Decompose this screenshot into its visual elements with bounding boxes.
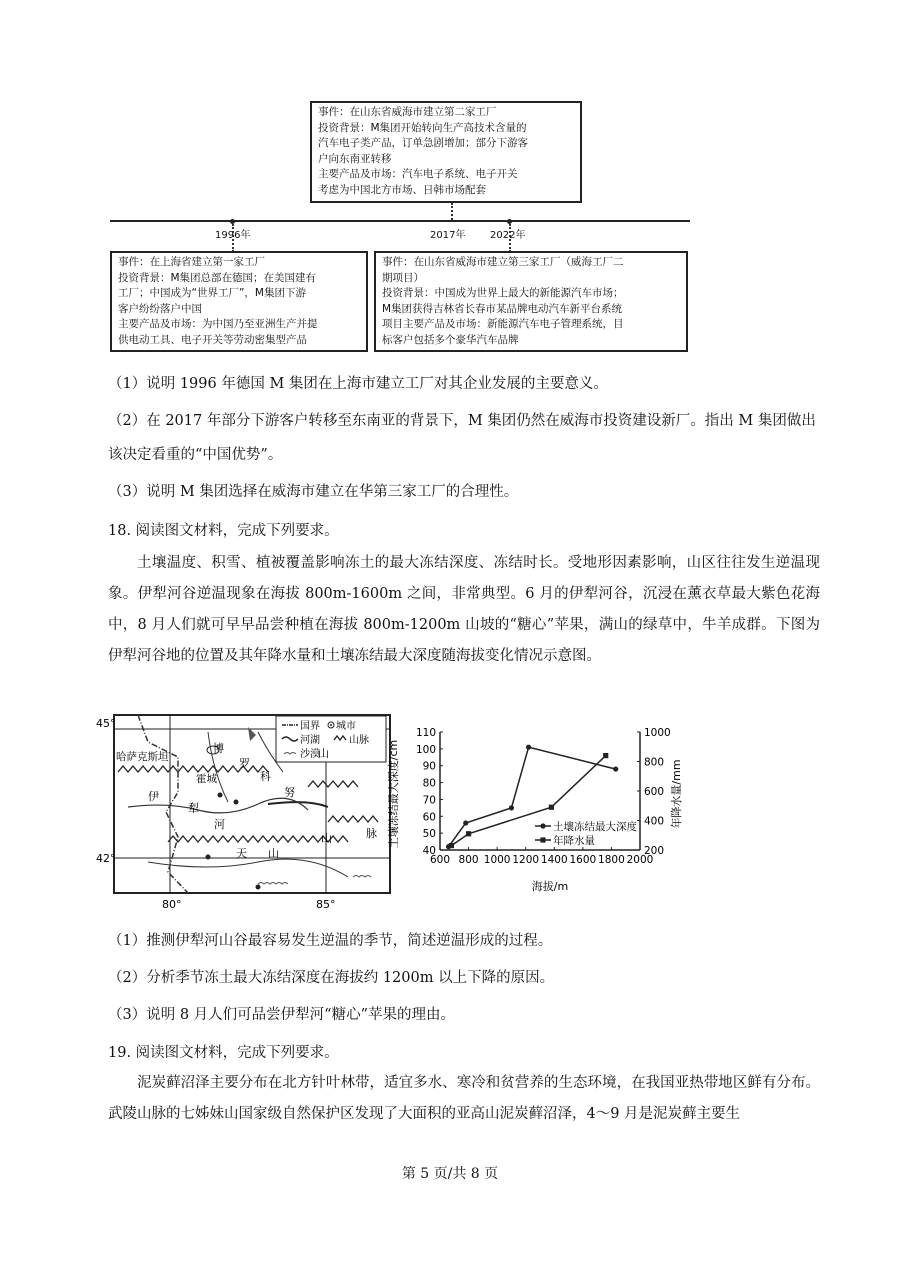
q18-heading: 18. 阅读图文材料，完成下列要求。 [108, 523, 339, 539]
legend-river: 河湖 [300, 735, 320, 746]
data-point-precip [449, 843, 454, 848]
legend-marker [540, 823, 545, 828]
connector-2022 [509, 224, 511, 252]
q18-part3: （3）说明 8 月人们可品尝伊犁河“糖心”苹果的理由。 [108, 1007, 455, 1023]
box-line: 投资背景：M集团总部在德国；在美国建有 [118, 271, 317, 284]
box-line: 客户纷纷落户中国 [118, 302, 202, 315]
q18-part2: （2）分析季节冻土最大冻结深度在海拔约 1200m 以上下降的原因。 [108, 970, 555, 986]
label-yi: 伊 [148, 790, 159, 803]
y-right-tick-label: 1000 [644, 727, 671, 739]
x-tick-label: 1800 [598, 854, 625, 866]
q17-part1: （1）说明 1996 年德国 M 集团在上海市建立工厂对其企业发展的主要意义。 [108, 376, 608, 392]
q17-part2-line2: 该决定看重的“中国优势”。 [108, 447, 283, 463]
timeline-axis [110, 220, 690, 222]
box-line: 期项目） [382, 271, 424, 284]
elevation-chart [385, 722, 710, 892]
y-axis-right-label: 年降水量/mm [670, 759, 683, 829]
y-left-tick-label: 70 [422, 794, 436, 807]
data-point-depth [526, 745, 531, 750]
q19-heading: 19. 阅读图文材料，完成下列要求。 [108, 1045, 339, 1061]
box-line: 主要产品及市场：为中国乃至亚洲生产并提 [118, 318, 318, 331]
y-left-tick-label: 100 [415, 743, 436, 756]
lat-42: 42° [96, 852, 116, 865]
label-mai: 脉 [366, 827, 377, 840]
box-line: 考虑为中国北方市场、日韩市场配套 [318, 183, 486, 196]
lat-45: 45° [96, 717, 116, 730]
x-tick-label: 1000 [483, 854, 511, 866]
q18-material: 土壤温度、积雪、植被覆盖影响冻土的最大冻结深度、冻结时长。受地形因素影响，山区往往发生逆温现象。伊犁河谷逆温现象在海拔 800m-1600m 之间，非常典型。6 月的伊犁河谷，沉浸在薰衣草最大紫色花海中，8 月人们就可早早品尝种植在海拔 800m-1200m 山坡的“糖心”苹果，满山的绿草中，牛羊成群。下图为伊犁河谷地的位置及其年降水量和土壤冻结最大深度随海拔变化情况示意图。 [108, 555, 820, 664]
box-line: 投资背景：中国成为世界上最大的新能源汽车市场； [382, 287, 624, 300]
x-tick-label: 800 [458, 854, 479, 866]
label-li: 犁 [188, 802, 199, 815]
x-axis-label: 海拔/m [531, 880, 569, 893]
box-line: 投资背景：M集团开始转向生产高技术含量的 [318, 121, 527, 134]
yili-valley-map [96, 712, 393, 912]
box-line: 事件：在山东省威海市建立第二家工厂 [318, 106, 497, 118]
data-point-depth [613, 766, 618, 771]
y-right-tick-label: 200 [644, 845, 665, 857]
event-box-2017 [310, 101, 582, 203]
year-1996: 1996年 [215, 230, 251, 241]
y-left-tick-label: 40 [422, 845, 436, 857]
label-ke: 科 [260, 770, 271, 783]
y-axis-left-label: 土壤冻结最大深度/cm [387, 739, 400, 849]
y-right-tick-label: 600 [644, 786, 665, 798]
box-line: 汽车电子类产品，订单急剧增加；部分下游客 [318, 137, 528, 150]
box-line: 主要产品及市场：汽车电子系统、电子开关 [318, 168, 518, 181]
legend-desert: 沙漠 [300, 749, 320, 760]
y-left-tick-label: 90 [422, 760, 436, 773]
page-footer: 第 5 页/共 8 页 [401, 1166, 499, 1182]
box-line: 工厂；中国成为“世界工厂”，M集团下游 [118, 287, 306, 300]
box-line: 标客户包括多个豪华汽车品牌 [382, 333, 519, 346]
label-kazakhstan: 哈萨克斯坦 [116, 751, 169, 763]
label-luo: 罗 [239, 757, 250, 770]
q17-part3: （3）说明 M 集团选择在威海市建立在华第三家工厂的合理性。 [108, 484, 519, 500]
box-line: 项目主要产品及市场：新能源汽车电子管理系统，目 [382, 318, 624, 331]
legend-label: 土壤冻结最大深度 [553, 821, 637, 833]
year-2022: 2022年 [490, 230, 526, 241]
label-huocheng: 霍城 [196, 773, 217, 785]
box-line: 事件：在山东省威海市建立第三家工厂（威海工厂二 [382, 256, 624, 268]
connector-1996 [232, 224, 234, 252]
data-point-precip [549, 805, 554, 810]
lon-85: 85° [316, 898, 336, 911]
legend-city: 城市 [336, 721, 356, 732]
label-tian: 天 [236, 847, 247, 860]
box-line: 供电动工具、电子开关等劳动密集型产品 [118, 333, 307, 346]
x-tick-label: 1400 [540, 854, 568, 866]
data-point-depth [509, 805, 514, 810]
y-right-tick-label: 400 [644, 815, 665, 828]
data-point-precip [603, 753, 608, 758]
label-bo: 博 [213, 742, 224, 755]
label-shan2: 山 [318, 747, 329, 760]
year-2017: 2017年 [430, 230, 466, 241]
box-line: M集团获得吉林省长春市某品牌电动汽车新平台系统 [382, 302, 623, 315]
y-right-tick-label: 800 [644, 756, 665, 769]
q19-material: 泥炭藓沼泽主要分布在北方针叶林带，适宜多水、寒冷和贫营养的生态环境，在我国亚热带地区鲜有分布。武陵山脉的七姊妹山国家级自然保护区发现了大面积的亚高山泥炭藓沼泽，4～9 月是泥炭藓主要生 [108, 1075, 820, 1122]
legend-mountain: 山脉 [349, 735, 369, 746]
box-line: 事件：在上海省建立第一家工厂 [118, 256, 265, 268]
connector-2017 [451, 203, 453, 220]
x-tick-label: 600 [429, 854, 451, 866]
event-box-1996 [110, 251, 368, 352]
legend-border: 国界 [300, 721, 320, 732]
x-tick-label: 1600 [569, 854, 597, 866]
data-point-precip [466, 831, 471, 836]
y-left-tick-label: 110 [415, 727, 436, 739]
lon-80: 80° [162, 898, 182, 911]
x-tick-label: 2000 [626, 854, 654, 866]
legend-marker [540, 837, 545, 842]
event-box-2022 [374, 251, 688, 352]
label-he: 河 [214, 818, 225, 831]
box-line: 户向东南亚转移 [318, 152, 392, 165]
q18-part1: （1）推测伊犁河山谷最容易发生逆温的季节，简述逆温形成的过程。 [108, 933, 553, 949]
legend-label: 年降水量 [553, 835, 595, 847]
data-point-depth [463, 820, 468, 825]
y-left-tick-label: 50 [422, 828, 436, 841]
y-left-tick-label: 60 [422, 811, 436, 824]
y-left-tick-label: 80 [422, 777, 436, 790]
x-tick-label: 1200 [512, 854, 540, 866]
label-shan3: 山 [321, 832, 332, 845]
q17-part2-line1: （2）在 2017 年部分下游客户转移至东南亚的背景下，M 集团仍然在威海市投资建设新厂。指出 M 集团做出 [108, 413, 816, 429]
label-shan1: 山 [268, 847, 279, 860]
label-nu: 努 [284, 786, 295, 799]
